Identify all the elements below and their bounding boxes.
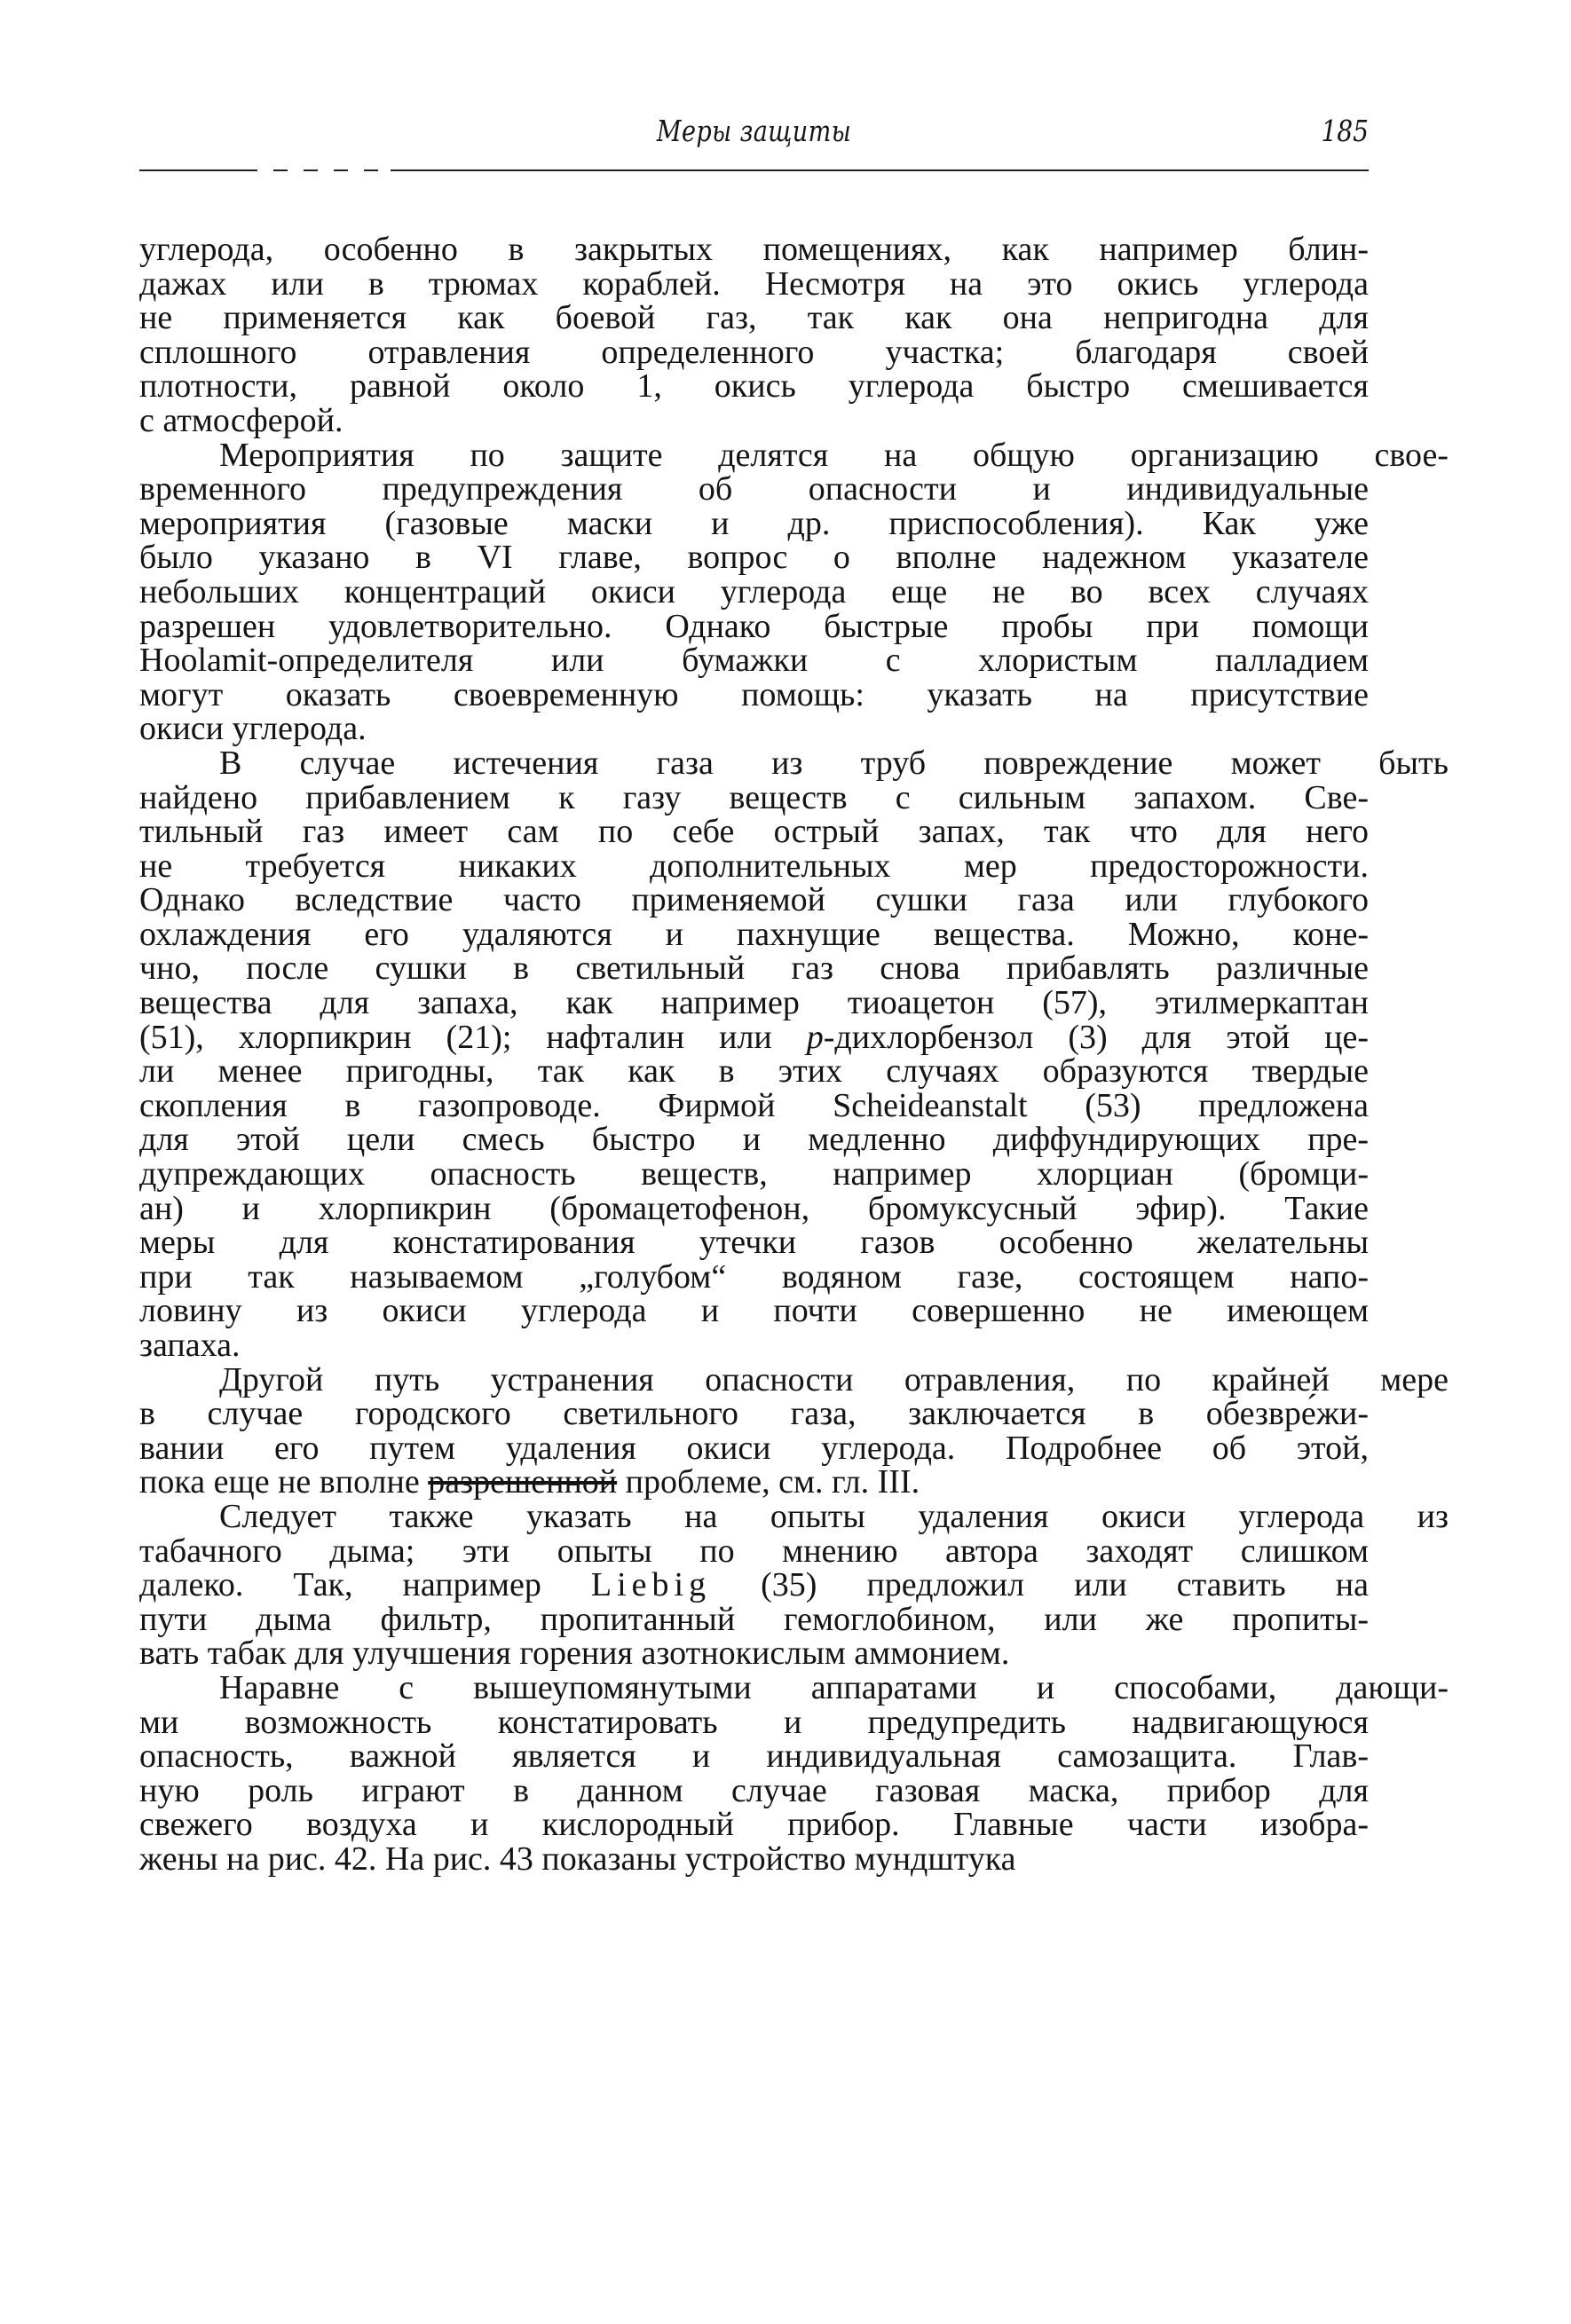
text-line: для этой цели смесь быстро и медленно диффундирующих пре- [139, 1121, 1369, 1159]
paragraph [139, 744, 1449, 1364]
text-line: Hoolamit-определителя или бумажки с хлористым палладием [139, 642, 1369, 680]
text-line: небольших концентраций окиси углерода еще не во всех случаях [139, 572, 1369, 611]
text-line: не применяется как боевой газ, так как она непригодна для [139, 299, 1369, 337]
text-line: временного предупреждения об опасности и индивидуальные [139, 470, 1369, 508]
text-line: могут оказать своевременную помощь: указать на присутствие [139, 675, 1369, 713]
text-line: ную роль играют в данном случае газовая маска, прибор для [139, 1771, 1369, 1809]
text-line: тильный газ имеет сам по себе острый запах, так что для него [139, 813, 1369, 851]
text-line: чно, после сушки в светильный газ снова прибавлять различные [139, 949, 1369, 988]
text-line: пути дыма фильтр, пропитанный гемоглобином, или же пропиты- [139, 1600, 1369, 1638]
header-rule-break [257, 167, 391, 172]
text-line: разрешен удовлетворительно. Однако быстрые пробы при помощи [139, 607, 1369, 645]
text-line: не требуется никаких дополнительных мер предосторожности. [139, 847, 1369, 885]
author-name: Liebig [590, 1566, 712, 1604]
text-line: далеко. Так, например Liebig (35) предложил или ставить на [139, 1566, 1369, 1604]
text-line: при так называемом „голубом“ водяном газе, состоящем напо- [139, 1257, 1369, 1296]
page-number: 185 [1321, 114, 1369, 148]
text-line: окиси углерода. [139, 710, 367, 748]
paragraph [139, 1668, 1449, 1878]
text-line: дажах или в трюмах кораблей. Несмотря на это окись углерода [139, 264, 1369, 303]
text-line: дупреждающих опасность веществ, например хлорциан (бромци- [139, 1155, 1369, 1194]
text-line: меры для констатирования утечки газов особенно желательны [139, 1224, 1369, 1262]
paragraph [139, 1497, 1449, 1673]
text-line: с атмосферой. [139, 401, 343, 439]
text-line: Наравне с вышеупомянутыми аппаратами и способами, дающи- [219, 1668, 1449, 1706]
text-line: опасность, важной является и индивидуальная самозащита. Глав- [139, 1737, 1369, 1776]
text-line: найдено прибавлением к газу веществ с сильным запахом. Све- [139, 778, 1369, 816]
text-line: Мероприятия по защите делятся на общую организацию свое- [219, 436, 1449, 474]
running-title: Меры защиты [656, 114, 852, 148]
text-line: ловину из окиси углерода и почти совершенно не имеющем [139, 1292, 1369, 1330]
text-line: скопления в газопроводе. Фирмой Scheideanstalt (53) предложена [139, 1086, 1369, 1124]
paragraph [139, 232, 1369, 438]
text-line: Однако вследствие часто применяемой сушки газа или глубокого [139, 881, 1369, 919]
text-line: жены на рис. 42. На рис. 43 показаны устройство мундштука [139, 1840, 1016, 1878]
text-line: углерода, особенно в закрытых помещениях, как например блин- [139, 231, 1369, 268]
text-line: В случае истечения газа из труб повреждение может быть [219, 744, 1449, 782]
para-prefix: p [806, 1018, 824, 1056]
text-line: Следует также указать на опыты удаления окиси углерода из [219, 1497, 1449, 1535]
body-text [139, 231, 1449, 1878]
text-line: плотности, равной около 1, окись углерода быстро смешивается [139, 367, 1369, 406]
struck-word: разрешенной [428, 1463, 618, 1501]
text-line: пока еще не вполне разрешенной проблеме, см. гл. III. [139, 1463, 920, 1501]
text-line: ми возможность констатировать и предупредить надвигающуюся [139, 1703, 1369, 1741]
text-line: вании его путем удаления окиси углерода. Подробнее об этой, [139, 1429, 1369, 1467]
text-line: ан) и хлорпикрин (бромацетофенон, бромуксусный эфир). Такие [139, 1189, 1369, 1227]
text-line: свежего воздуха и кислородный прибор. Главные части изобра- [139, 1806, 1369, 1844]
text-line: мероприятия (газовые маски и др. приспособления). Как уже [139, 504, 1369, 542]
text-line: ли менее пригодны, так как в этих случаях образуются твердые [139, 1052, 1369, 1091]
text-line: вать табак для улучшения горения азотнокислым аммонием. [139, 1635, 1010, 1673]
text-line: охлаждения его удаляются и пахнущие вещества. Можно, коне- [139, 915, 1369, 953]
running-head [139, 114, 1369, 158]
text-line: (51), хлорпикрин (21); нафталин или p-дихлорбензол (3) для этой це- [139, 1018, 1369, 1056]
text-line: было указано в VI главе, вопрос о вполне надежном указателе [139, 539, 1369, 577]
text-line: вещества для запаха, как например тиоацетон (57), этилмеркаптан [139, 984, 1369, 1022]
paragraph [139, 1360, 1449, 1501]
text-line: сплошного отравления определенного участка; благодаря своей [139, 333, 1369, 371]
text-line: табачного дыма; эти опыты по мнению автора заходят слишком [139, 1532, 1369, 1570]
text-line: в случае городского светильного газа, заключается в обезвре́жи- [139, 1395, 1369, 1433]
paragraph [139, 436, 1449, 748]
text-line: запаха. [139, 1327, 241, 1364]
text-line: Другой путь устранения опасности отравления, по крайней мере [219, 1360, 1449, 1398]
